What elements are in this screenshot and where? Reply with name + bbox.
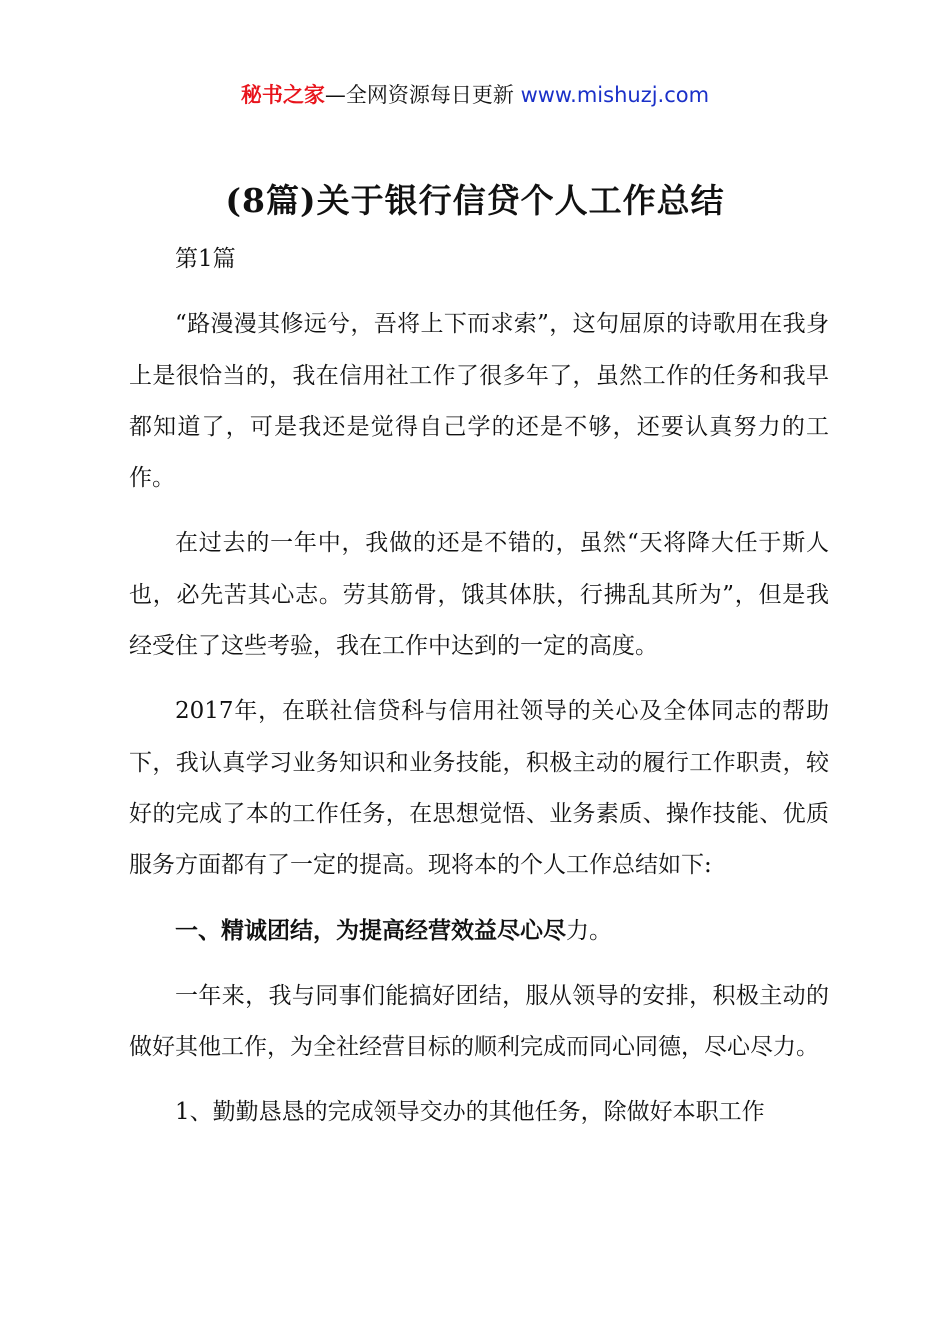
site-url-link[interactable]: www.mishuzj.com [520, 83, 710, 107]
body-paragraph: 在过去的一年中，我做的还是不错的，虽然“天将降大任于斯人也，必先苦其心志。劳其筋骨，饿其体肤，行拂乱其所为”，但是我经受住了这些考验，我在工作中达到的一定的高度。 [129, 530, 829, 660]
chapter-label: 第1篇 [175, 246, 236, 272]
list-item: 1、勤勤恳恳的完成领导交办的其他任务，除做好本职工作 [175, 1099, 765, 1126]
site-header [0, 80, 950, 110]
section-heading-tail: 力。 [566, 917, 612, 944]
body-paragraph: 2017年，在联社信贷科与信用社领导的关心及全体同志的帮助下，我认真学习业务知识和业务技能，积极主动的履行工作职责，较好的完成了本的工作任务，在思想觉悟、业务素质、操作技能、优质服务方面都有了一定的提高。现将本的个人工作总结如下: [129, 698, 829, 879]
site-brand: 秘书之家 [240, 83, 325, 107]
section-heading-text: 一、精诚团结，为提高经营效益尽心尽 [175, 917, 566, 944]
section-heading [129, 906, 829, 957]
body-paragraph: “路漫漫其修远兮，吾将上下而求索”，这句屈原的诗歌用在我身上是很恰当的，我在信用社工作了很多年了，虽然工作的任务和我早都知道了，可是我还是觉得自己学的还是不够，还要认真努力的工作。 [129, 311, 829, 492]
site-tagline: —全网资源每日更新 [324, 83, 521, 107]
document-title: (8篇)关于银行信贷个人工作总结 [225, 181, 725, 220]
document-body [129, 234, 829, 1139]
body-paragraph: 一年来，我与同事们能搞好团结，服从领导的安排，积极主动的做好其他工作，为全社经营目标的顺利完成而同心同德，尽心尽力。 [129, 982, 829, 1061]
